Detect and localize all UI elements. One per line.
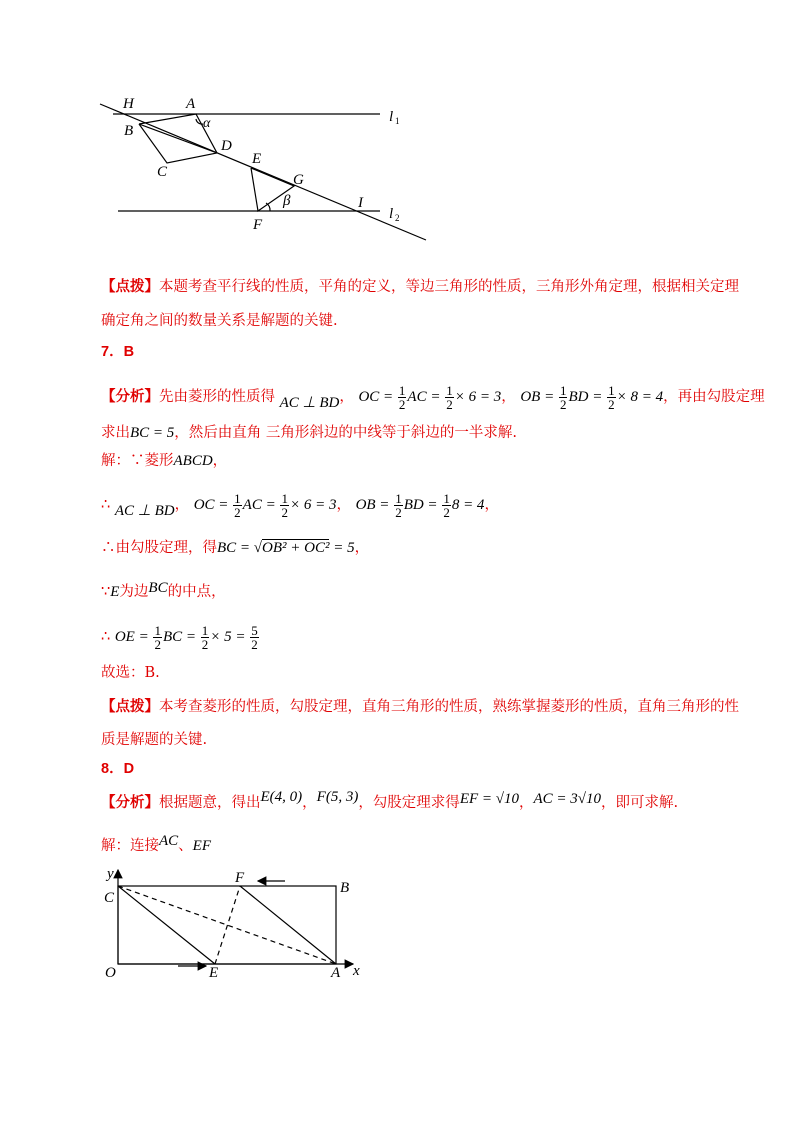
- q8-math-ef2: EF: [192, 838, 211, 854]
- q7-pyth-text: ∴由勾股定理，得: [101, 540, 217, 556]
- label-c: C: [157, 164, 168, 180]
- label-a2: A: [331, 965, 341, 981]
- q8-math-ac2: AC: [159, 833, 179, 849]
- q8-math-f53: F(5, 3): [316, 789, 359, 805]
- q7-therefore: ∴: [101, 496, 111, 513]
- q7-analysis-c: 求出: [101, 425, 130, 441]
- q6-tip-text1: 本题考查平行线的性质，平角的定义，等边三角形的性质，三角形外角定理，根据相关定理: [159, 279, 739, 295]
- q8-analysis-c: ，即可求解.: [601, 795, 679, 811]
- label-y: y: [107, 866, 114, 882]
- transversal-line: [100, 104, 426, 240]
- q7-choose: 故选：B.: [101, 665, 160, 681]
- q7-analysis-d: ，然后由直角 三角形斜边的中线等于斜边的一半求解.: [174, 425, 518, 441]
- label-d: D: [221, 138, 232, 154]
- q7-solution-line5: ∴ OE = $\frac{1}{2}$ BC = $\frac{1}{2}$ × 5 = $\frac{5}{2}$: [101, 623, 258, 652]
- label-e: E: [252, 151, 262, 167]
- q7-analysis-line2: [101, 423, 517, 443]
- q7-math-ac-bd: AC ⊥ BD: [279, 394, 340, 411]
- q7-analysis-a: 先由菱形的性质得: [159, 388, 275, 405]
- q7-analysis-b: ，再由勾股定理: [663, 388, 765, 405]
- q8-analysis-tag: 【分析】: [101, 794, 159, 811]
- label-l1: l: [389, 109, 394, 125]
- q7-math-e: E: [110, 584, 120, 600]
- q6-tip-text2: 确定角之间的数量关系是解题的关键.: [101, 313, 338, 329]
- segment-ce: [118, 886, 215, 964]
- label-c2: C: [104, 890, 115, 906]
- label-l1-sub: 1: [395, 116, 400, 126]
- q8-analysis: 【分析】根据题意，得出E(4, 0)，F(5, 3)，勾股定理求得EF = √10，AC = 3√10，即可求解.: [101, 789, 679, 811]
- q7-tip-text1: 本考查菱形的性质，勾股定理，直角三角形的性质，熟练掌握菱形的性质，直角三角形的性: [159, 699, 739, 715]
- q8-math-e40: E(4, 0): [260, 789, 303, 805]
- q7-solution-line3: ∴由勾股定理，得BC = √OB² + OC² = 5，: [101, 540, 370, 556]
- label-a: A: [186, 96, 196, 112]
- label-b2: B: [340, 880, 350, 896]
- q7-math-ob: OB = $\frac{1}{2}$ BD = $\frac{1}{2}$ × 8 = 4: [520, 383, 664, 412]
- parallel-lines-figure: [90, 90, 440, 250]
- q7-solution-line2: ∴ AC ⊥ BD， OC = $\frac{1}{2}$ AC = $\frac{1}{2}$ × 6 = 3， OB = $\frac{1}{2}$ BD = $\frac{1}{2}$ 8 = 4，: [101, 491, 499, 520]
- q7-tip-tag: 【点拨】: [101, 698, 159, 715]
- q7-math-ob-2: OB = $\frac{1}{2}$ BD = $\frac{1}{2}$ 8 = 4: [355, 491, 485, 520]
- segment-fa: [240, 886, 336, 964]
- q7-math-ac-bd-2: AC ⊥ BD: [114, 502, 175, 519]
- q7-math-oc-2: OC = $\frac{1}{2}$ AC = $\frac{1}{2}$ × 6 = 3: [193, 491, 337, 520]
- q7-math-oe: OE = $\frac{1}{2}$ BC = $\frac{1}{2}$ × 5 = $\frac{5}{2}$: [114, 623, 258, 652]
- label-l2: l: [389, 206, 394, 222]
- q7-answer: 7．B: [101, 344, 135, 360]
- label-x: x: [353, 963, 360, 979]
- label-f: F: [253, 217, 263, 233]
- label-l2-sub: 2: [395, 213, 400, 223]
- q8-math-ef: EF = √10: [459, 791, 519, 807]
- q7-tip-line1: [101, 697, 739, 717]
- q7-solution-line1: 解：∵菱形ABCD，: [101, 453, 228, 469]
- label-o: O: [105, 965, 116, 981]
- q7-math-abcd: ABCD: [173, 453, 213, 469]
- q7-math-bc5: BC = 5: [130, 425, 175, 441]
- label-g: G: [293, 172, 304, 188]
- q6-tip-line1: [101, 277, 739, 297]
- q7-math-bc: BC: [148, 580, 168, 596]
- q7-tip-text2: 质是解题的关键.: [101, 732, 208, 748]
- q6-tip-tag: 【点拨】: [101, 278, 159, 295]
- label-h: H: [123, 96, 134, 112]
- q8-math-ac: AC = 3√10: [533, 791, 602, 807]
- angle-beta-arc: [266, 203, 270, 211]
- q7-math-bc-sqrt: BC = √OB² + OC² = 5: [217, 540, 355, 556]
- label-alpha: α: [203, 116, 211, 131]
- label-e2: E: [209, 965, 219, 981]
- label-i: I: [358, 195, 363, 211]
- q7-sep: ，: [339, 388, 354, 405]
- segment-ef-dashed: [215, 886, 240, 964]
- q8-answer: 8．D: [101, 761, 135, 777]
- q8-solution: 解：连接AC、EF: [101, 833, 211, 854]
- label-b: B: [124, 123, 134, 139]
- q7-analysis-tag: 【分析】: [101, 387, 159, 405]
- q8-sol-a: 解：连接: [101, 838, 159, 854]
- label-f2: F: [235, 870, 245, 886]
- q8-analysis-b: ，勾股定理求得: [358, 795, 460, 811]
- q8-analysis-a: 根据题意，得出: [159, 795, 261, 811]
- coordinate-rectangle-figure: [95, 862, 385, 997]
- label-beta: β: [283, 193, 291, 209]
- q7-solution-line4: ∵E为边BC的中点，: [101, 580, 226, 600]
- q7-math-oc: OC = $\frac{1}{2}$ AC = $\frac{1}{2}$ × 6 = 3: [358, 383, 502, 412]
- q7-sol-label: 解：∵菱形: [101, 453, 174, 469]
- q7-analysis-line1: 【分析】先由菱形的性质得 AC ⊥ BD， OC = $\frac{1}{2}$ AC = $\frac{1}{2}$ × 6 = 3， OB = $\frac{1}{2}$ BD = $\frac{1}{2}$ × 8 = 4，再由勾股定理: [101, 383, 765, 412]
